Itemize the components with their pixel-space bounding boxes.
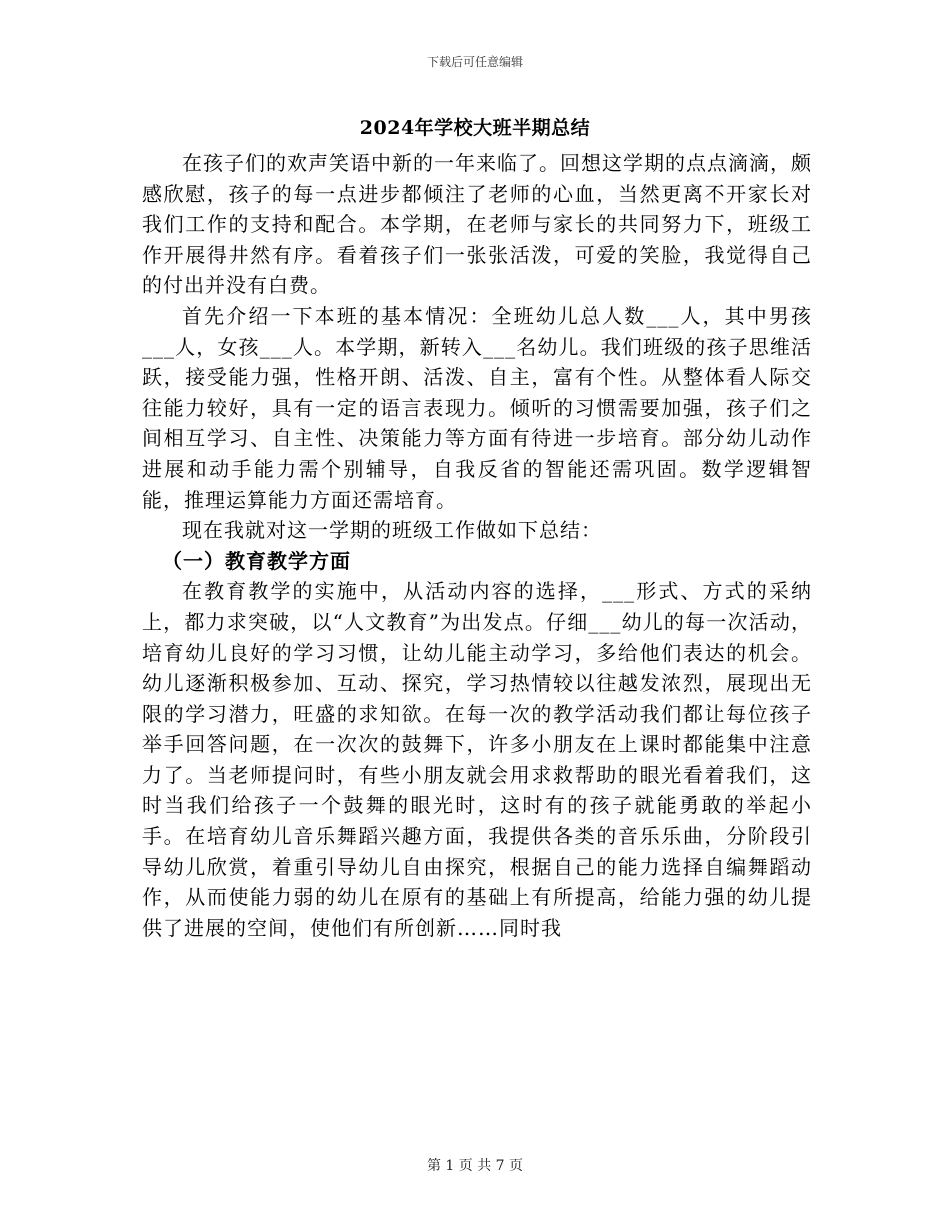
section-heading-teaching: （一）教育教学方面 — [162, 548, 351, 573]
page-footer: 第 1 页 共 7 页 — [426, 1158, 524, 1174]
document-title: 2024年学校大班半期总结 — [359, 117, 591, 139]
paragraph-summary-lead: 现在我就对这一学期的班级工作做如下总结： — [182, 518, 602, 543]
header-note: 下载后可任意编辑 — [426, 55, 523, 69]
paragraph-intro: 在孩子们的欢声笑语中新的一年来临了。回想这学期的点点滴滴，颇感欣慰，孩子的每一点进步都倾注了老师的心血，当然更离不开家长对我们工作的支持和配合。本学期，在老师与家长的共同努力下，班级工作开展得井然有序。看着孩子们一张张活泼，可爱的笑脸，我觉得自己的付出并没有白费。 — [142, 151, 812, 298]
document-body — [142, 148, 812, 943]
paragraph-class-overview: 首先介绍一下本班的基本情况：全班幼儿总人数___人，其中男孩___人，女孩___人。本学期，新转入___名幼儿。我们班级的孩子思维活跃，接受能力强，性格开朗、活泼、自主，富有个性。从整体看人际交往能力较好，具有一定的语言表现力。倾听的习惯需要加强，孩子们之间相互学习、自主性、决策能力等方面有待进一步培育。部分幼儿动作进展和动手能力需个别辅导，自我反省的智能还需巩固。数学逻辑智能，推理运算能力方面还需培育。 — [142, 303, 812, 512]
paragraph-teaching: 在教育教学的实施中，从活动内容的选择，___形式、方式的采纳上，都力求突破，以“人文教育”为出发点。仔细___幼儿的每一次活动，培育幼儿良好的学习习惯，让幼儿能主动学习，多给他们表达的机会。幼儿逐渐积极参加、互动、探究，学习热情较以往越发浓烈，展现出无限的学习潜力，旺盛的求知欲。在每一次的教学活动我们都让每位孩子举手回答问题，在一次次的鼓舞下，许多小朋友在上课时都能集中注意力了。当老师提问时，有些小朋友就会用求救帮助的眼光看着我们，这时当我们给孩子一个鼓舞的眼光时，这时有的孩子就能勇敢的举起小手。在培育幼儿音乐舞蹈兴趣方面，我提供各类的音乐乐曲，分阶段引导幼儿欣赏，着重引导幼儿自由探究，根据自己的能力选择自编舞蹈动作，从而使能力弱的幼儿在原有的基础上有所提高，给能力强的幼儿提供了进展的空间，使他们有所创新……同时我 — [142, 579, 812, 940]
